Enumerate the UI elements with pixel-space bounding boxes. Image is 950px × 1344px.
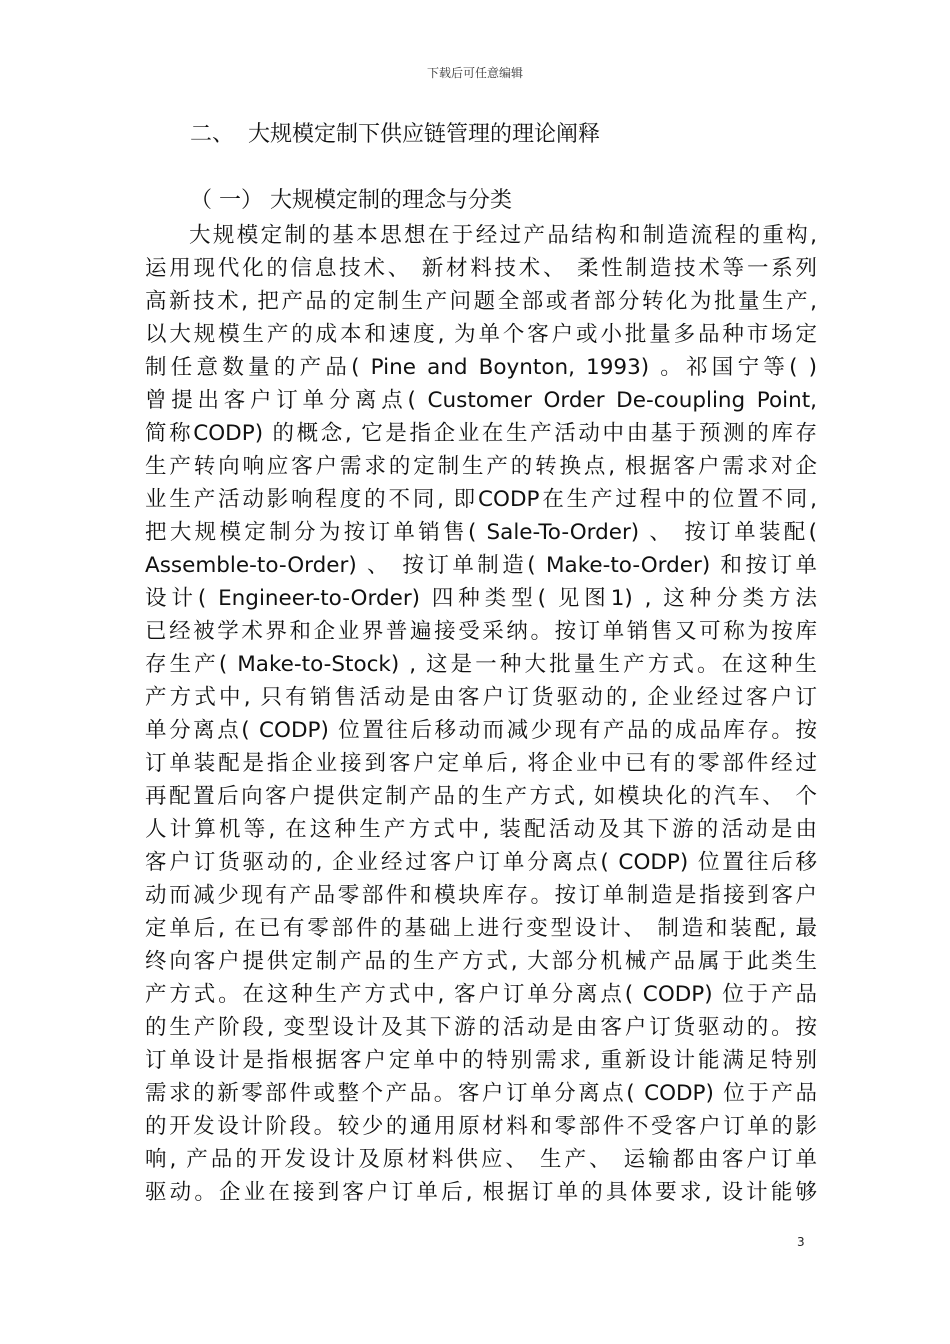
body-line: 终向客户提供定制产品的生产方式, 大部分机械产品属于此类生 xyxy=(145,949,817,974)
body-line: 订单设计是指根据客户定单中的特别需求, 重新设计能满足特别 xyxy=(145,1048,817,1073)
body-line: 单分离点( CODP) 位置往后移动而减少现有产品的成品库存。按 xyxy=(145,718,817,743)
body-line: 业生产活动影响程度的不同, 即CODP在生产过程中的位置不同, xyxy=(145,487,817,512)
body-line: 响, 产品的开发设计及原材料供应、 生产、 运输都由客户订单 xyxy=(145,1147,817,1172)
body-line: 制任意数量的产品( Pine and Boynton, 1993) 。祁国宁等( ) xyxy=(145,355,817,380)
body-line: 的开发设计阶段。较少的通用原材料和零部件不受客户订单的影 xyxy=(145,1114,817,1139)
body-line: 再配置后向客户提供定制产品的生产方式, 如模块化的汽车、 个 xyxy=(145,784,817,809)
body-line: 高新技术, 把产品的定制生产问题全部或者部分转化为批量生产, xyxy=(145,289,817,314)
body-line: 简称CODP) 的概念, 它是指企业在生产活动中由基于预测的库存 xyxy=(145,421,817,446)
body-line: 已经被学术界和企业界普遍接受采纳。按订单销售又可称为按库 xyxy=(145,619,817,644)
page-header: 下载后可任意编辑 xyxy=(426,66,523,80)
body-line: 定单后, 在已有零部件的基础上进行变型设计、 制造和装配, 最 xyxy=(145,916,817,941)
body-line: Assemble-to-Order) 、 按订单制造( Make-to-Order) 和按订单 xyxy=(145,553,817,578)
body-line: 客户订货驱动的, 企业经过客户订单分离点( CODP) 位置往后移 xyxy=(145,850,817,875)
body-line: 以大规模生产的成本和速度, 为单个客户或小批量多品种市场定 xyxy=(145,322,817,347)
subsection-heading: （ 一） 大规模定制的理念与分类 xyxy=(190,188,512,213)
body-line: 产方式中, 只有销售活动是由客户订货驱动的, 企业经过客户订 xyxy=(145,685,817,710)
body-line: 生产转向响应客户需求的定制生产的转换点, 根据客户需求对企 xyxy=(145,454,817,479)
body-line: 需求的新零部件或整个产品。客户订单分离点( CODP) 位于产品 xyxy=(145,1081,817,1106)
body-line: 存生产( Make-to-Stock) , 这是一种大批量生产方式。在这种生 xyxy=(145,652,817,677)
section-heading xyxy=(190,120,600,150)
body-line: 曾提出客户订单分离点( Customer Order De-coupling Point, xyxy=(145,388,817,413)
body-line: 大规模定制的基本思想在于经过产品结构和制造流程的重构, xyxy=(189,223,817,248)
body-line: 驱动。企业在接到客户订单后, 根据订单的具体要求, 设计能够 xyxy=(145,1180,817,1205)
body-line: 订单装配是指企业接到客户定单后, 将企业中已有的零部件经过 xyxy=(145,751,817,776)
body-line: 设计( Engineer-to-Order) 四种类型( 见图1) , 这种分类方法 xyxy=(145,586,817,611)
body-line: 把大规模定制分为按订单销售( Sale-To-Order) 、 按订单装配( xyxy=(145,520,817,545)
page-number: 3 xyxy=(797,1235,805,1249)
section-number: 二、 xyxy=(190,122,235,147)
body-line: 产方式。在这种生产方式中, 客户订单分离点( CODP) 位于产品 xyxy=(145,982,817,1007)
body-line: 运用现代化的信息技术、 新材料技术、 柔性制造技术等一系列 xyxy=(145,256,817,281)
body-paragraph xyxy=(145,219,817,1209)
section-title: 大规模定制下供应链管理的理论阐释 xyxy=(248,122,601,147)
body-line: 的生产阶段, 变型设计及其下游的活动是由客户订货驱动的。按 xyxy=(145,1015,817,1040)
body-line: 人计算机等, 在这种生产方式中, 装配活动及其下游的活动是由 xyxy=(145,817,817,842)
body-line: 动而减少现有产品零部件和模块库存。按订单制造是指接到客户 xyxy=(145,883,817,908)
